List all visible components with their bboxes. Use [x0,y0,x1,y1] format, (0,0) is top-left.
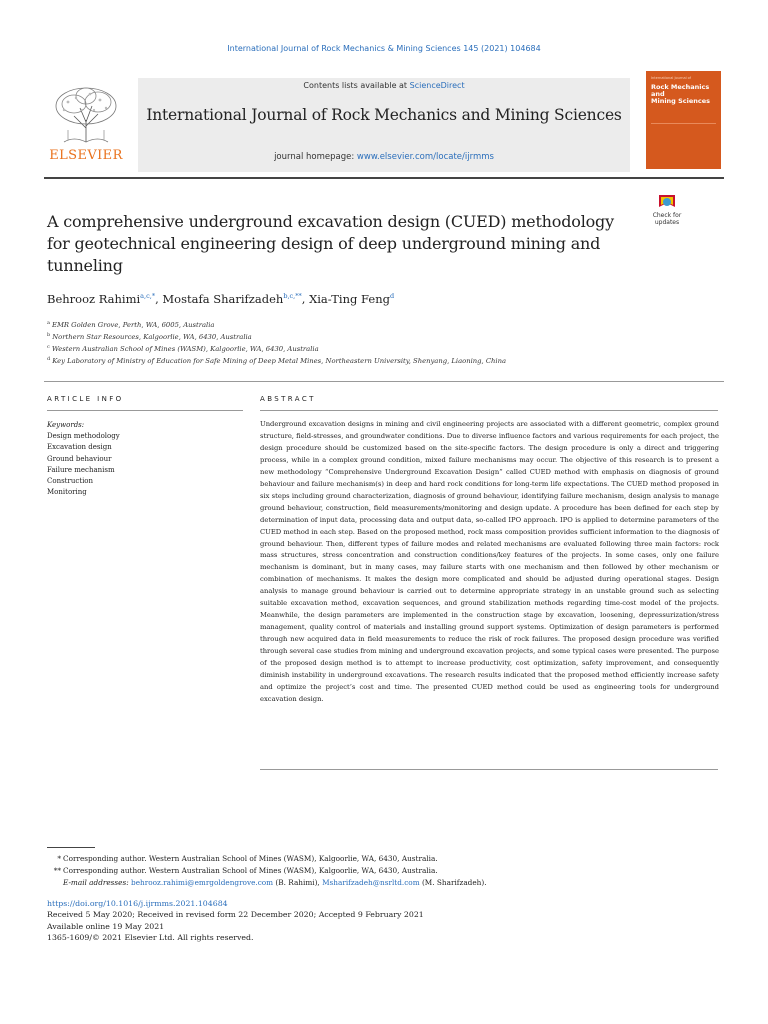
homepage-label: journal homepage: [274,152,357,162]
footnote-text: Corresponding author. Western Australian School of Mines (WASM), Kalgoorlie, WA, 6430, Australia. [63,866,438,876]
journal-title: International Journal of Rock Mechanics and Mining Sciences [146,106,622,124]
author-marks[interactable]: b,c,** [283,292,302,300]
email-line [47,877,707,889]
journal-homepage [138,152,630,162]
cover-top-text: International Journal of [651,76,692,80]
email-label: E-mail addresses: [63,878,129,888]
abstract-text: Underground excavation designs in mining and civil engineering projects are associated with a different geometric, complex ground structure, field-stresses, and groundwater conditions. Due to diverse influence factors and various requirements for each project, the design procedure should be customized based on the site-specific factors. The design procedure is only a direct and triggering process, while in a complex ground condition, mixed failure mechanisms may occur. The objective of this research is to present a new methodology “Comprehensive Underground Excavation Design” called CUED method with emphasis on diagnosis of ground behaviour and failure mechanism(s) in deep and hard rock conditions for long-term life expectations. The CUED method proposed in six steps including ground characterization, diagnosis of ground behaviour, identifying failure mechanism, design analysis to manage ground behaviour, construction, field measurements/monitoring and design update. A procedure has been defined for each step by determination of input data, processing data and output data, so-called IPO approach. IPO is applied to determine parameters of the CUED method in each step. Based on the proposed method, rock mass composition provides sufficient information to the diagnosis of ground behaviour. Then, different types of failure modes and related mechanisms are evaluated following three main factors: rock mass structures, stress concentration and construction conditions/key features of the projects. In some cases, only one failure mechanism is dominant, but in many cases, may failure starts with one mechanism and then followed by other mechanism or combination of mechanisms. It makes the design more complicated and should be adjusted during operational stages. Design analysis to manage ground behaviour is carried out to determine appropriate strategy in an unstable ground such as selecting suitable excavation method, excavation sequences, and ground stabilization methods regarding time-cost model of the projects. Meanwhile, the design parameters are implemented in the construction stage by excavation, loosening, depressurization/stress management, quality control of materials and installing ground support systems. Optimization of design parameters is performed through new acquired data in field measurements to reduce the risk of rock failures. The proposed design procedure was verified through several case studies from mining and underground excavation projects, and some typical cases were presented. The purpose of the proposed design method is to attempt to increase productivity, cost optimization, safety improvement, and consequently diminish instability in underground excavations. The research results indicated that the proposed method efficiently increase safety and optimize the project’s cost and time. The presented CUED method could be used as engineering tools for underground excavation design. [260,420,719,703]
email-owner: (M. Sharifzadeh). [419,878,487,888]
cover-title-line: Rock Mechanics [651,82,710,91]
section-rule [44,381,724,382]
affiliation-mark: b [47,332,51,338]
contents-line [138,81,630,90]
keyword-item: Excavation design [47,443,112,452]
footnotes [47,853,707,890]
check-for-updates-label[interactable]: Check for updates [652,212,682,226]
article-title: A comprehensive underground excavation design (CUED) methodology for geotechnical engineering design of deep underground mining and tunneling [47,212,614,275]
keywords-block [47,420,243,498]
keyword-item: Monitoring [47,488,87,497]
keyword-item: Failure mechanism [47,465,115,474]
received-dates: Received 5 May 2020; Received in revised form 22 December 2020; Accepted 9 February 2021 [47,910,424,920]
affiliation-list [47,318,667,366]
affiliation-mark: d [47,356,51,362]
article-info-heading: ARTICLE INFO [47,395,124,403]
publisher-name: ELSEVIER [49,148,123,163]
email-link[interactable]: behrooz.rahimi@emrgoldengrove.com [131,878,274,888]
affiliation-item [47,354,667,366]
abstract-rule [260,410,718,411]
affiliation-item [47,330,667,342]
contents-prefix: Contents lists available at [303,81,410,90]
author-marks[interactable]: a,c,* [140,292,156,300]
author-name[interactable]: Mostafa Sharifzadeh [162,292,284,306]
affiliation-text: Western Australian School of Mines (WASM), Kalgoorlie, WA, 6430, Australia [51,345,319,353]
cover-title-line: and [651,89,665,98]
author-name[interactable]: Xia-Ting Feng [309,292,390,306]
affiliation-item [47,318,667,330]
abstract-heading: ABSTRACT [260,395,316,403]
keyword-item: Ground behaviour [47,454,112,463]
keyword-item: Design methodology [47,432,120,441]
affiliation-text: Key Laboratory of Ministry of Education for Safe Mining of Deep Metal Mines, Northeastern University, Shenyang, Liaoning, China [52,357,507,365]
keywords-label: Keywords: [47,421,85,429]
footnote-mark: * [57,854,61,863]
email-owner: (B. Rahimi), [273,878,323,888]
journal-citation[interactable]: International Journal of Rock Mechanics & Mining Sciences 145 (2021) 104684 [227,44,541,53]
footnote-item [47,853,707,865]
homepage-link[interactable]: www.elsevier.com/locate/ijrmms [356,152,494,162]
article-info-rule [47,410,243,411]
footnote-item [47,865,707,877]
online-date: Available online 19 May 2021 [47,921,165,931]
copyright-line: 1365-1609/© 2021 Elsevier Ltd. All rights reserved. [47,933,254,943]
journal-cover[interactable] [646,71,721,169]
affiliation-text: Northern Star Resources, Kalgoorlie, WA, 6430, Australia [52,333,252,341]
footnote-rule [47,847,95,848]
footnote-mark: ** [53,866,61,876]
cover-title [651,84,716,105]
affiliation-item [47,342,667,354]
affiliation-mark: c [47,344,50,350]
footnote-text: Corresponding author. Western Australian School of Mines (WASM), Kalgoorlie, WA, 6430, Australia. [63,854,438,863]
sciencedirect-link[interactable]: ScienceDirect [409,81,465,90]
affiliation-mark: a [47,320,50,326]
author-marks[interactable]: d [389,292,395,300]
email-link[interactable]: Msharifzadeh@nsrltd.com [322,878,420,888]
author-name[interactable]: Behrooz Rahimi [47,292,141,306]
abstract-bottom-rule [260,769,718,770]
author-list: Behrooz Rahimi$^{a,c,*}$, Mostafa Sharifzadeh$^{b,c,**}$, Xia-Ting Feng$^d$ [47,292,395,306]
cover-title-line: Mining Sciences [651,97,711,106]
cover-decoration [651,123,716,147]
doi-link[interactable]: https://doi.org/10.1016/j.ijrmms.2021.104684 [47,899,228,908]
keyword-item: Construction [47,477,94,486]
header-rule [44,177,724,179]
publication-info [47,898,707,944]
affiliation-text: EMR Golden Grove, Perth, WA, 6005, Australia [51,321,215,329]
